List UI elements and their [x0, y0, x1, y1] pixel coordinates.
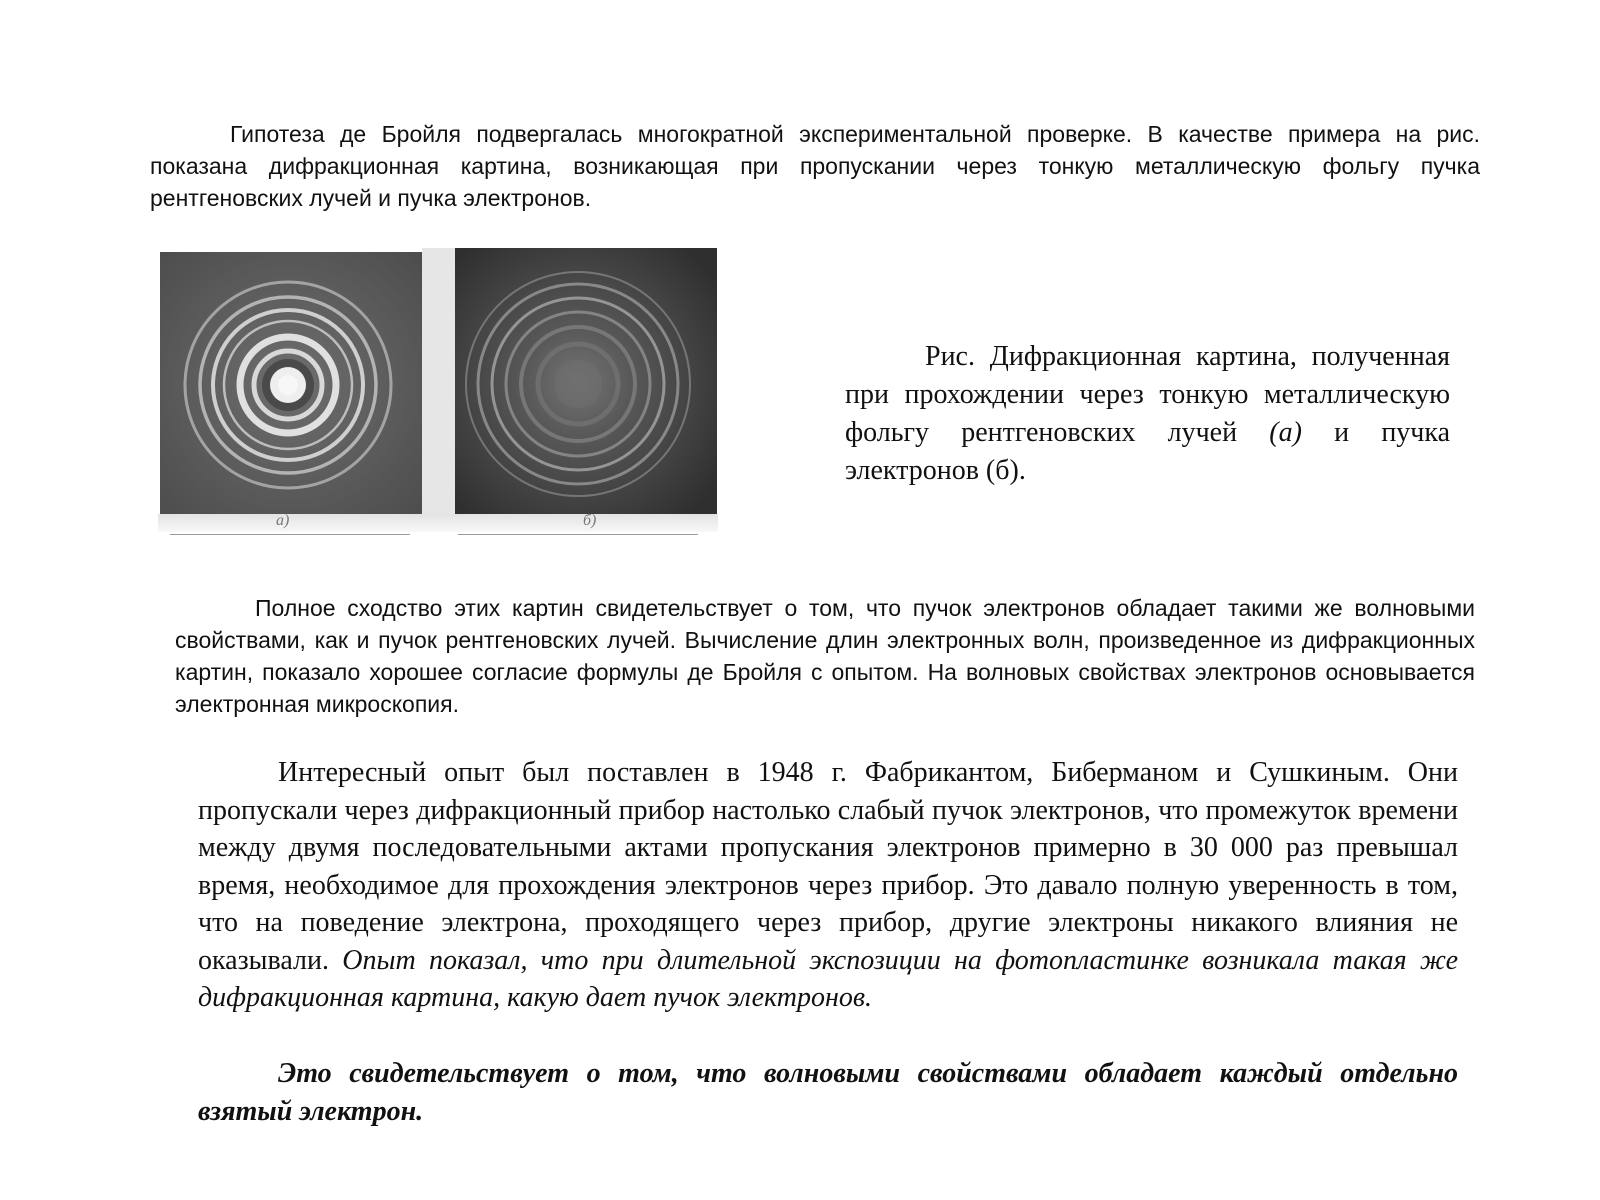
figure-label-b: б): [583, 512, 597, 529]
electron-diffraction-image: [455, 248, 717, 516]
figure-divider: [422, 248, 455, 523]
conclusion-paragraph: Это свидетельствует о том, что волновыми свойствами обладает каждый отдельно взятый электрон.: [198, 1058, 1458, 1127]
caption-text-1: Рис. Дифракционная картина, полученная при прохождении через тонкую металлическую фольгу рентгеновских лучей: [845, 341, 1450, 448]
similarity-paragraph: Полное сходство этих картин свидетельствует о том, что пучок электронов обладает такими же волновыми свойствами, как и пучок рентгеновских лучей. Вычисление длин электронных волн, произведенное из дифракционных картин, показало хорошее согласие формулы де Бройля с опытом. На волновых свойствах электронов основывается электронная микроскопия.: [175, 595, 1475, 717]
caption-label-a: (а): [1269, 417, 1302, 448]
experiment-text: Интересный опыт был поставлен в 1948 г. Фабрикантом, Биберманом и Сушкиным. Они пропускали через дифракционный прибор настолько слабый пучок электронов, что промежуток времени между двумя последовательными актами пропускания электронов примерно в 30 000 раз превышал время, необходимое для прохождения электронов через прибор. Это давало полную уверенность в том, что на поведение электрона, проходящего через прибор, другие электроны никакого влияния не оказывали.: [198, 757, 1458, 976]
intro-paragraph: Гипотеза де Бройля подвергалась многократной экспериментальной проверке. В качестве примера на рис. показана дифракционная картина, возникающая при пропускании через тонкую металлическую фольгу пучка рентгеновских лучей и пучка электронов.: [150, 121, 1480, 211]
figure-caption: [845, 338, 1450, 490]
xray-diffraction-image: [160, 252, 422, 514]
caption-text-2: и пучка электронов (б).: [845, 417, 1450, 486]
experiment-paragraph: [198, 754, 1458, 1017]
figure-base-strip: [158, 514, 718, 532]
figure-underline-b: [458, 534, 698, 535]
figure-underline-a: [170, 534, 410, 535]
experiment-result-text: Опыт показал, что при длительной экспозиции на фотопластинке возникала такая же дифракционная картина, какую дает пучок электронов.: [198, 944, 1459, 1013]
diffraction-figure: [158, 248, 718, 540]
figure-label-a: а): [276, 512, 290, 529]
